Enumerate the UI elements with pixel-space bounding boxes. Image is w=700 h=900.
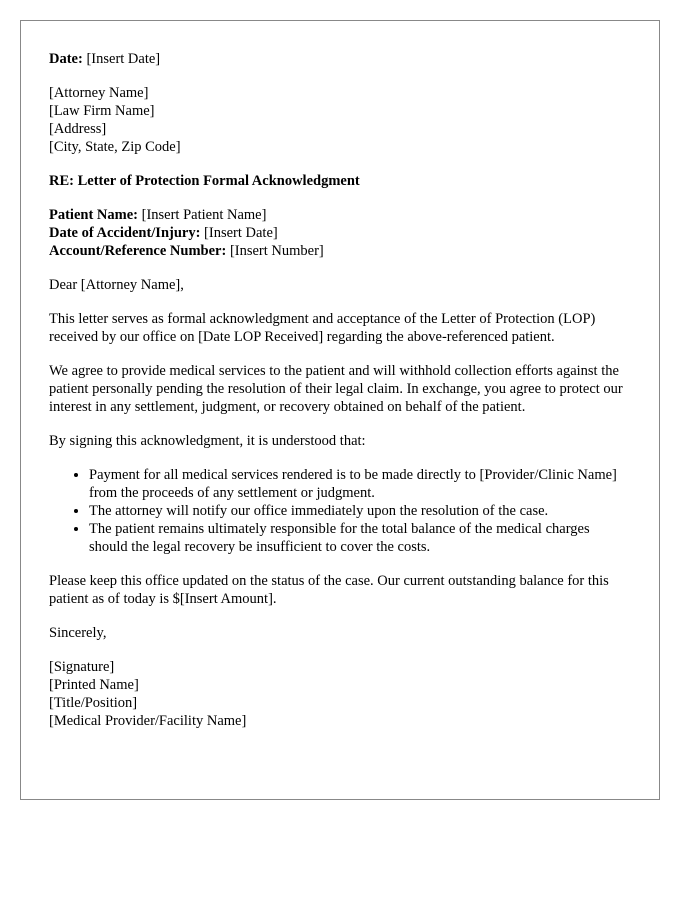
paragraph-text: We agree to provide medical services to the patient and will withhold collection efforts against the patient personally pending the resolution of their legal claim. In exchange, you agree to protect our interest in any settlement, judgment, or recovery obtained on behalf of the patient. <box>49 363 623 415</box>
list-item: • The patient remains ultimately responsible for the total balance of the medical charges should the legal recovery be insufficient to cover the costs. <box>89 520 631 556</box>
list-item: • The attorney will notify our office immediately upon the resolution of the case. <box>89 502 631 520</box>
salutation <box>49 276 631 294</box>
subject-text: RE: Letter of Protection Formal Acknowledgment <box>49 173 360 189</box>
paragraph-text: By signing this acknowledgment, it is understood that: <box>49 433 366 449</box>
paragraph-text: Please keep this office updated on the status of the case. Our current outstanding balance for this patient as of today is $[Insert Amount]. <box>49 573 609 607</box>
detail-label: Account/Reference Number: <box>49 243 227 259</box>
date-value: [Insert Date] <box>86 51 161 67</box>
signoff <box>49 624 631 642</box>
title-position-line: [Title/Position] <box>49 695 138 711</box>
closing-paragraph <box>49 572 631 608</box>
detail-accident-date <box>49 224 631 242</box>
terms-list <box>49 466 631 556</box>
recipient-law-firm: [Law Firm Name] <box>49 103 155 119</box>
body-paragraph <box>49 432 631 450</box>
recipient-city-state-zip: [City, State, Zip Code] <box>49 139 181 155</box>
signoff-text: Sincerely, <box>49 625 107 641</box>
recipient-attorney-name: [Attorney Name] <box>49 85 149 101</box>
case-details <box>49 206 631 260</box>
paragraph-text: This letter serves as formal acknowledgment and acceptance of the Letter of Protection (LOP) received by our office on [Date LOP Received] regarding the above-referenced patient. <box>49 311 596 345</box>
subject-line <box>49 172 631 190</box>
recipient-address <box>49 84 631 156</box>
detail-value: [Insert Number] <box>229 243 324 259</box>
detail-value: [Insert Patient Name] <box>141 207 267 223</box>
detail-patient-name <box>49 206 631 224</box>
body-paragraph <box>49 362 631 416</box>
detail-label: Date of Accident/Injury: <box>49 225 201 241</box>
body-paragraph <box>49 310 631 346</box>
list-item: • Payment for all medical services rendered is to be made directly to [Provider/Clinic Name] from the proceeds of any settlement or judgment. <box>89 466 631 502</box>
signature-line: [Signature] <box>49 659 115 675</box>
facility-name-line: [Medical Provider/Facility Name] <box>49 713 247 729</box>
detail-label: Patient Name: <box>49 207 138 223</box>
printed-name-line: [Printed Name] <box>49 677 139 693</box>
detail-account-number <box>49 242 631 260</box>
date-line <box>49 50 631 68</box>
letter-document <box>20 20 660 800</box>
salutation-text: Dear [Attorney Name], <box>49 277 184 293</box>
signature-block <box>49 658 631 730</box>
recipient-address-line: [Address] <box>49 121 107 137</box>
date-label: Date: <box>49 51 83 67</box>
detail-value: [Insert Date] <box>204 225 278 241</box>
